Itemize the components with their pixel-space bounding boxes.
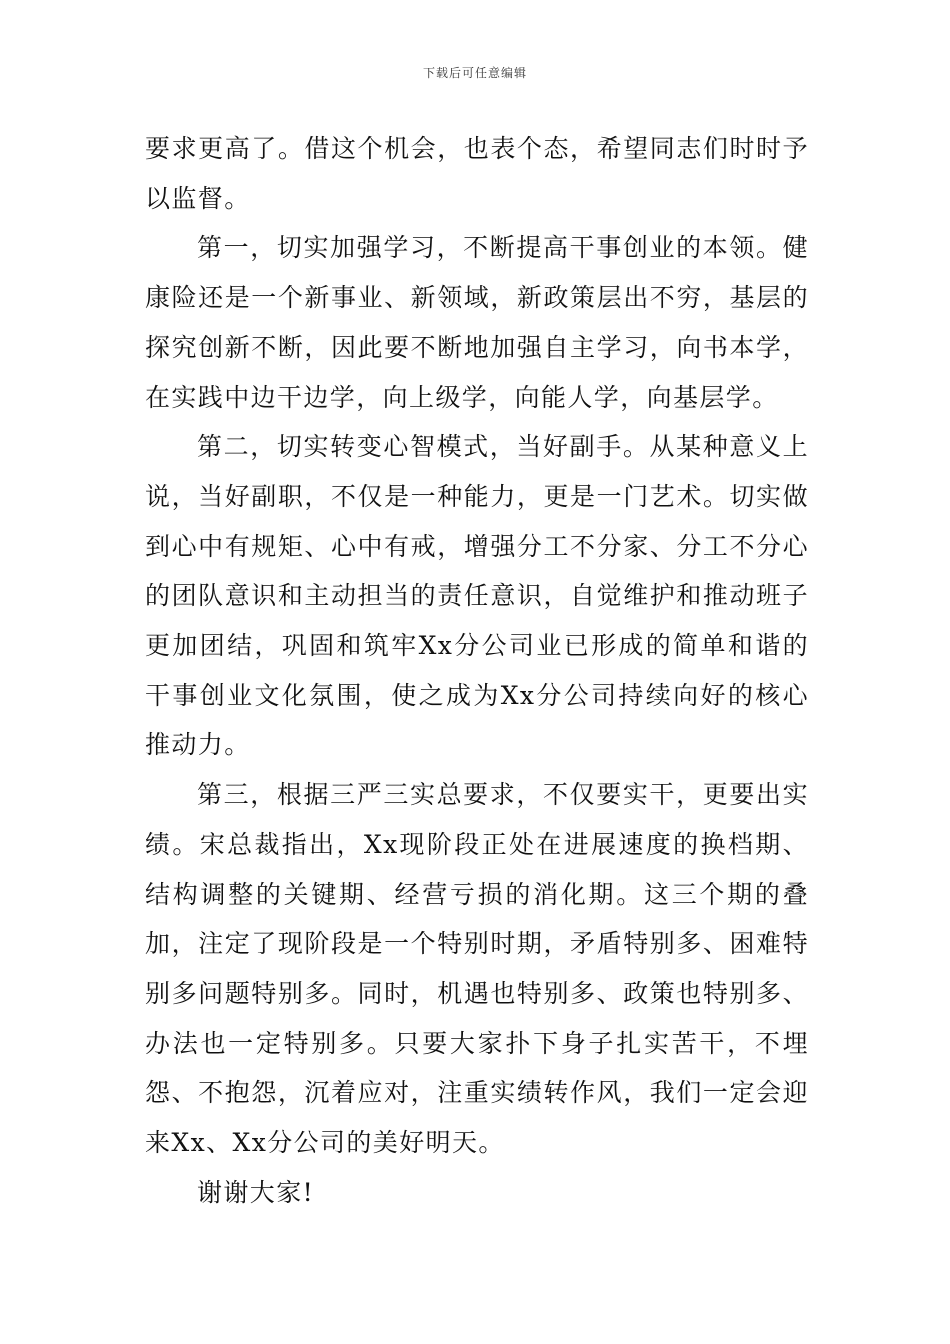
paragraph-first-point: 第一，切实加强学习，不断提高干事创业的本领。健康险还是一个新事业、新领域，新政策层出不穷，基层的探究创新不断，因此要不断地加强自主学习，向书本学，在实践中边干边学，向上级学，向能人学，向基层学。 <box>145 233 809 412</box>
document-body <box>145 124 809 1217</box>
paragraph-second-point: 第二，切实转变心智模式，当好副手。从某种意义上说，当好副职，不仅是一种能力，更是一门艺术。切实做到心中有规矩、心中有戒，增强分工不分家、分工不分心的团队意识和主动担当的责任意识，自觉维护和推动班子更加团结，巩固和筑牢Xx分公司业已形成的简单和谐的干事创业文化氛围，使之成为Xx分公司持续向好的核心推动力。 <box>145 432 809 760</box>
paragraph-third-point: 第三，根据三严三实总要求，不仅要实干，更要出实绩。宋总裁指出，Xx现阶段正处在进展速度的换档期、结构调整的关键期、经营亏损的消化期。这三个期的叠加，注定了现阶段是一个特别时期，矛盾特别多、困难特别多问题特别多。同时，机遇也特别多、政策也特别多、办法也一定特别多。只要大家扑下身子扎实苦干，不埋怨、不抱怨，沉着应对，注重实绩转作风，我们一定会迎来Xx、Xx分公司的美好明天。 <box>145 780 809 1158</box>
paragraph-continuation: 要求更高了。借这个机会，也表个态，希望同志们时时予以监督。 <box>145 134 809 213</box>
paragraph-closing: 谢谢大家! <box>197 1177 315 1207</box>
page-header-note: 下载后可任意编辑 <box>422 66 527 80</box>
